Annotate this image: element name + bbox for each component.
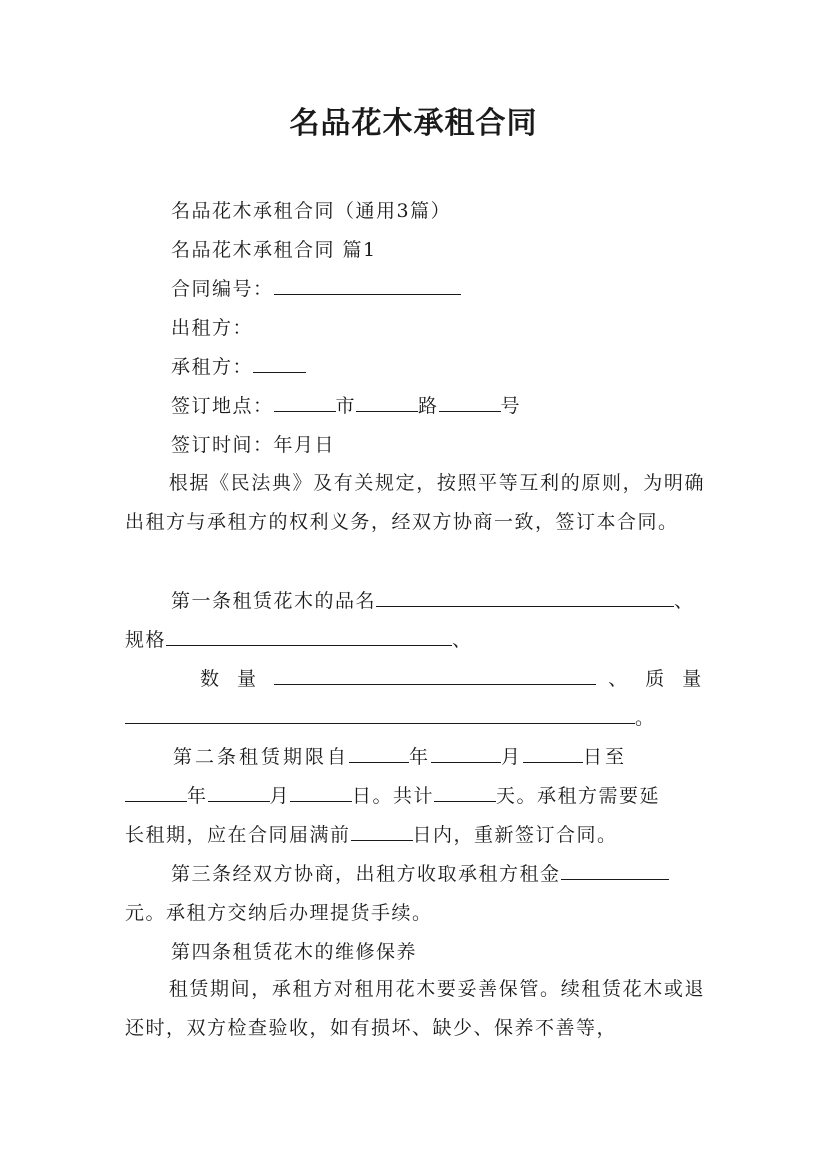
article4-body: 租赁期间，承租方对租用花木要妥善保管。续租赁花木或退还时，双方检查验收，如有损坏、缺少、保养不善等， <box>125 978 705 1039</box>
article1-comma3: 、 <box>608 668 634 690</box>
contract-number-line <box>171 276 461 302</box>
article2-renew-tail: 日内，重新签订合同。 <box>412 824 618 846</box>
article2-end-month-blank <box>208 783 270 802</box>
article2-year2: 年 <box>187 785 208 807</box>
article1-line3 <box>200 666 707 692</box>
sign-number-blank <box>439 393 501 412</box>
sign-road-unit: 路 <box>418 395 439 417</box>
article2-start-year-blank <box>349 744 409 763</box>
lessor-label: 出租方： <box>171 317 254 339</box>
article3-lead: 第三条经双方协商，出租方收取承租方租金 <box>171 863 561 885</box>
article4-heading: 第四条租赁花木的维修保养 <box>171 941 418 963</box>
lessor-line <box>171 315 253 341</box>
article2-start-day-blank <box>523 744 583 763</box>
article1-line4 <box>125 705 656 731</box>
article2-day-total: 日。共计 <box>352 785 435 807</box>
article2-total-days-blank <box>434 783 496 802</box>
article3-line1 <box>171 861 669 887</box>
article2-renew-days-blank <box>351 822 413 841</box>
article2-day-to: 日至 <box>583 746 628 768</box>
sign-city-blank <box>274 393 336 412</box>
article1-spec: 规格 <box>125 629 167 651</box>
lessee-label: 承租方： <box>171 356 254 378</box>
article2-month1: 月 <box>501 746 524 768</box>
article1-spec-blank <box>166 627 452 646</box>
document-title: 名品花木承租合同 <box>289 106 538 141</box>
article2-lead: 第二条租赁期限自 <box>173 746 350 768</box>
article1-line2 <box>125 627 473 653</box>
article1-quantity: 数 量 <box>200 668 263 690</box>
article1-name-blank <box>376 588 674 607</box>
article2-days-tail: 天。承租方需要延 <box>496 785 661 807</box>
article1-quality: 质 量 <box>645 668 708 690</box>
article2-year1: 年 <box>409 746 432 768</box>
article1-lead: 第一条租赁花木的品名 <box>171 590 377 612</box>
article3-rent-blank <box>561 861 669 880</box>
article1-comma1: 、 <box>674 590 695 612</box>
sign-time-line: 签订时间：年月日 <box>171 434 336 456</box>
article2-line2 <box>125 783 660 809</box>
contract-number-blank <box>274 276 461 295</box>
sign-road-blank <box>356 393 418 412</box>
sign-place-line <box>171 393 521 419</box>
article1-quality-blank <box>125 705 635 724</box>
lessee-line <box>171 354 306 380</box>
article3-line2: 元。承租方交纳后办理提货手续。 <box>125 902 433 924</box>
article2-end-day-blank <box>290 783 352 802</box>
article1-line1 <box>171 588 695 614</box>
article2-renew-lead: 长租期，应在合同届满前 <box>125 824 351 846</box>
sign-number-unit: 号 <box>500 395 522 417</box>
contract-number-label: 合同编号： <box>171 278 274 300</box>
article2-month2: 月 <box>269 785 291 807</box>
section-heading: 名品花木承租合同 篇1 <box>171 239 377 261</box>
sign-city-unit: 市 <box>335 395 357 417</box>
article2-line3 <box>125 822 618 848</box>
article1-quantity-blank <box>274 666 596 685</box>
subtitle: 名品花木承租合同（通用3篇） <box>171 200 452 222</box>
intro-paragraph: 根据《民法典》及有关规定，按照平等互利的原则，为明确出租方与承租方的权利义务，经双方协商一致，签订本合同。 <box>125 472 705 533</box>
article2-start-month-blank <box>431 744 501 763</box>
sign-place-label: 签订地点： <box>171 395 274 417</box>
article1-end: 。 <box>635 707 656 729</box>
article2-end-year-blank <box>125 783 187 802</box>
lessee-blank <box>253 354 306 373</box>
article2-line1 <box>173 744 627 770</box>
article1-comma2: 、 <box>452 629 473 651</box>
